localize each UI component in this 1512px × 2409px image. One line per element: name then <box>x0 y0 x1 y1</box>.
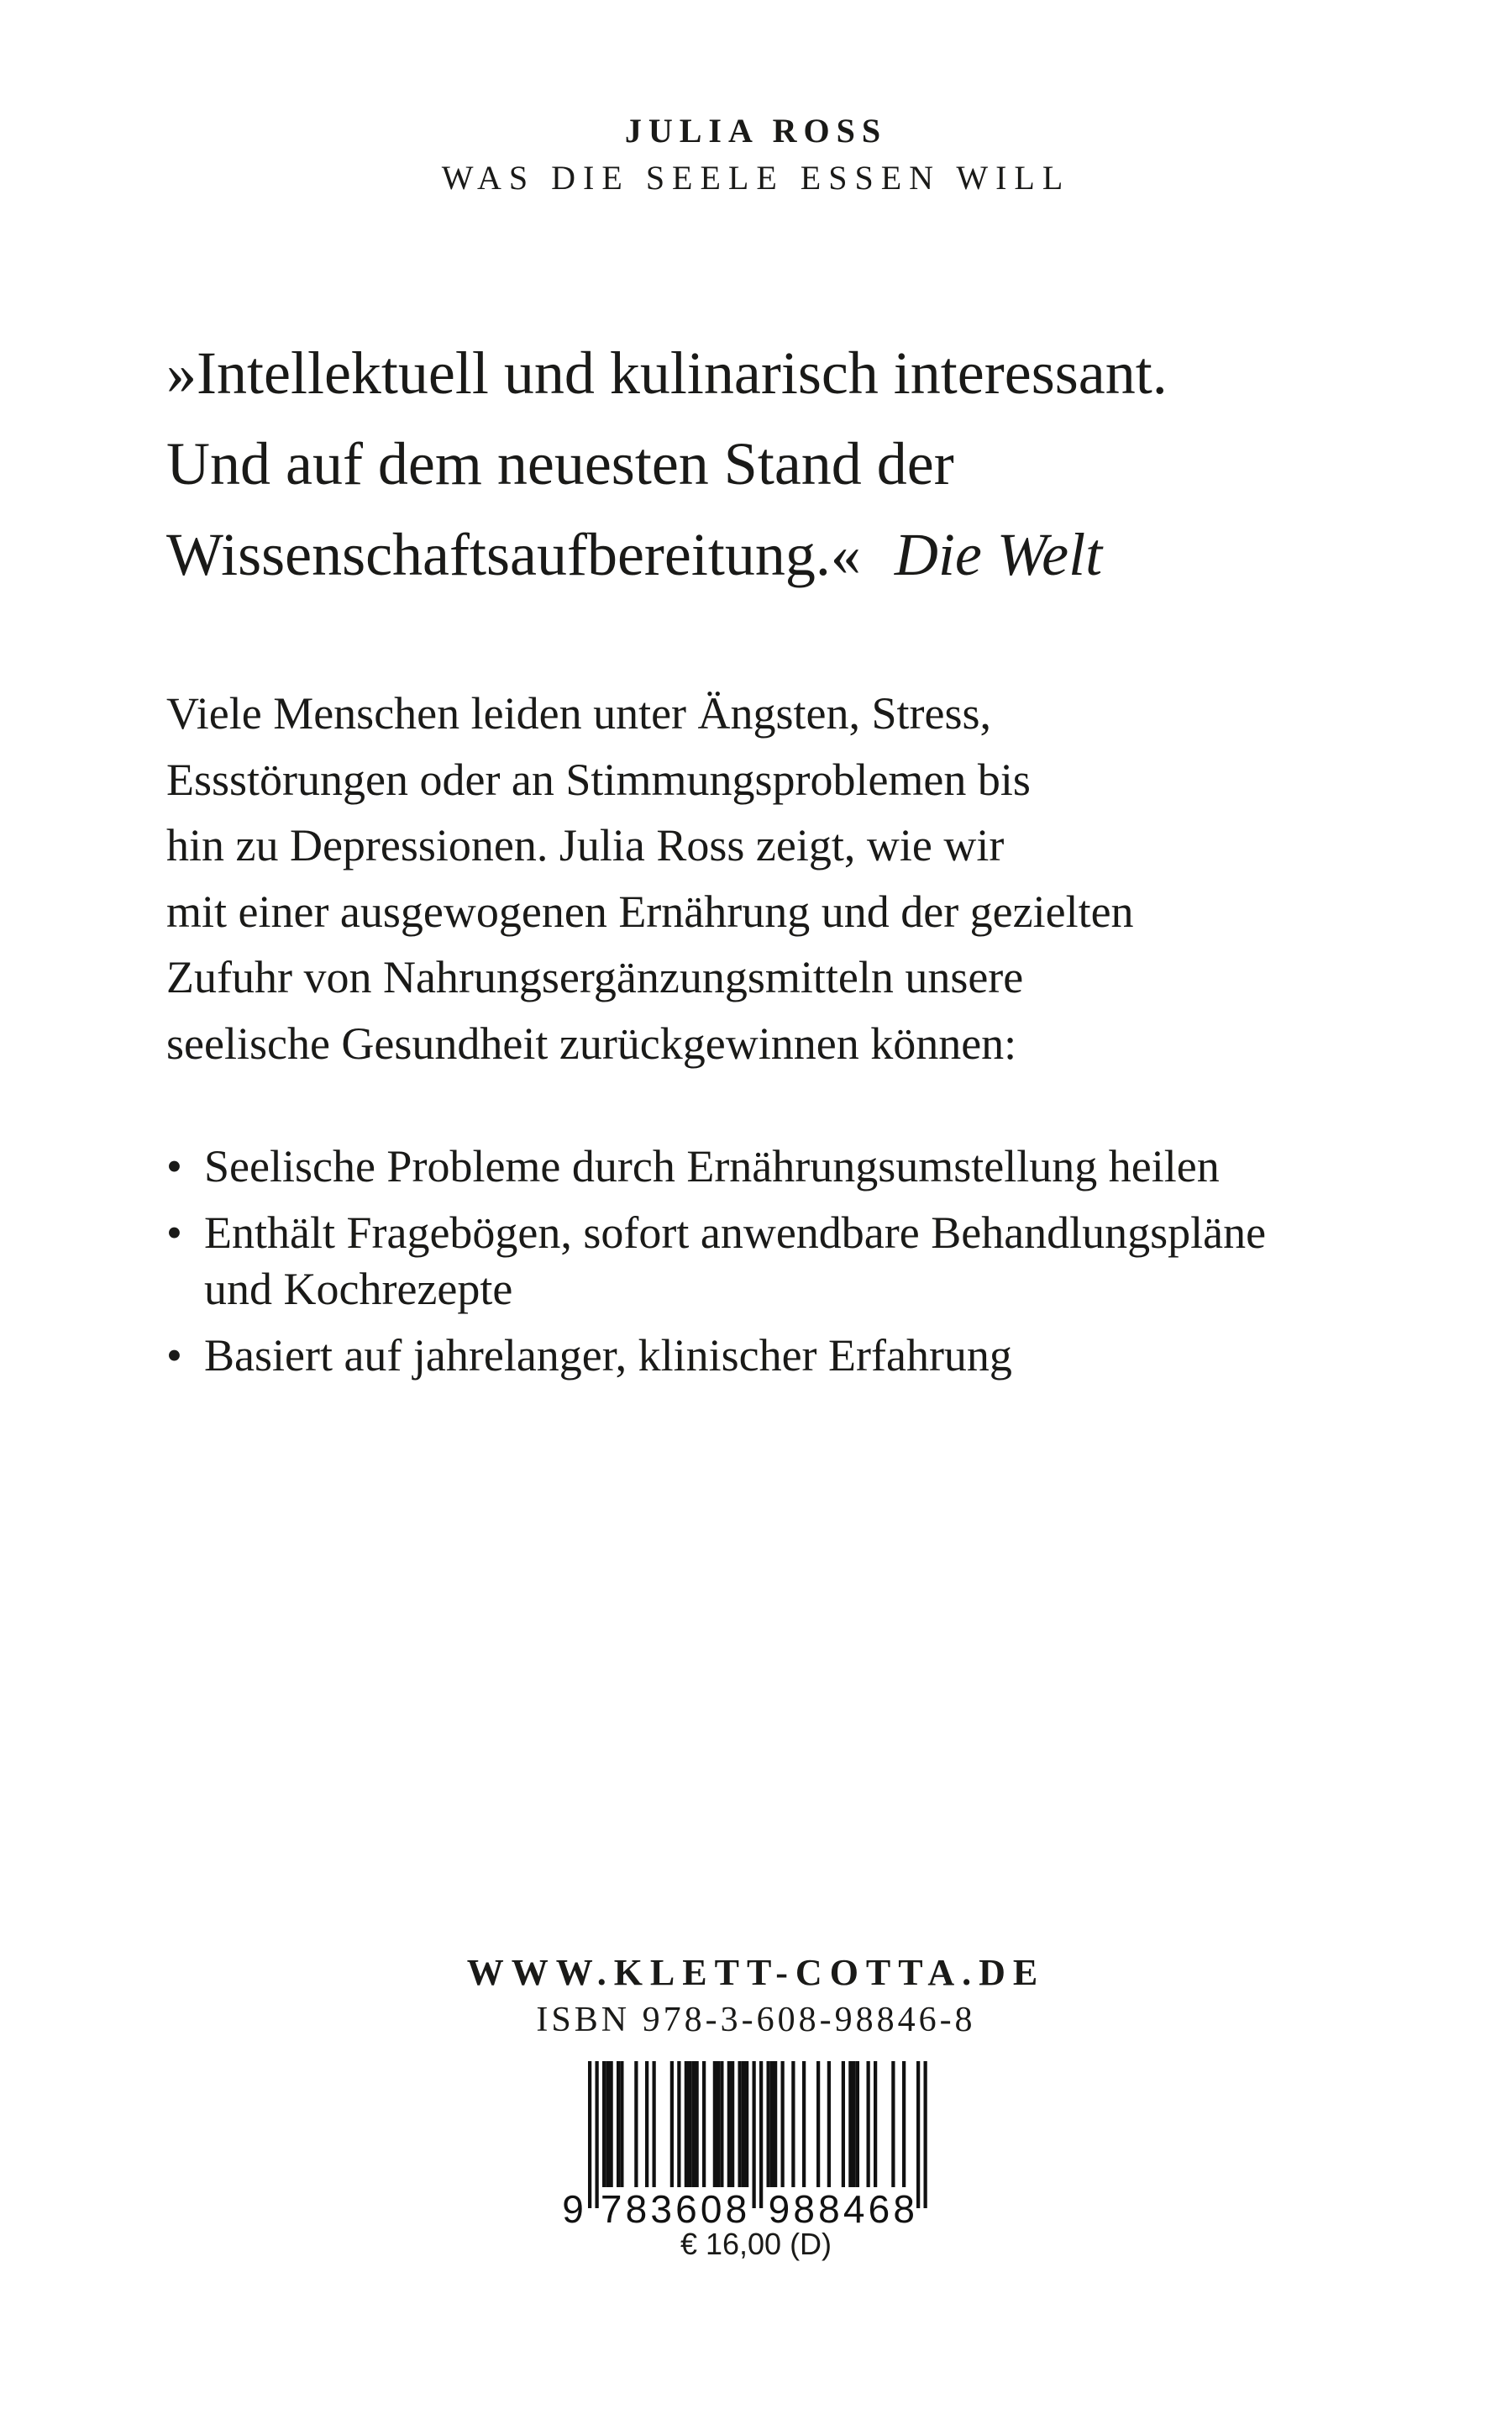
list-item <box>166 1328 1384 1384</box>
list-item <box>166 1139 1384 1195</box>
description-line: Essstörungen oder an Stimmungsproblemen bis <box>166 754 1031 805</box>
barcode-bar <box>848 2061 852 2187</box>
barcode-bar <box>916 2061 920 2208</box>
quote-line: »Intellektuell und kulinarisch interessant. <box>166 339 1168 407</box>
barcode-bar <box>902 2061 906 2187</box>
barcode-digit: 8 <box>818 2187 840 2229</box>
description-line: mit einer ausgewogenen Ernährung und der gezielten <box>166 886 1134 937</box>
feature-list <box>166 1139 1384 1394</box>
barcode-digit: 9 <box>562 2187 584 2229</box>
barcode-bar <box>767 2061 770 2187</box>
barcode <box>554 2061 958 2229</box>
barcode-bar <box>791 2061 795 2187</box>
barcode-digit: 8 <box>625 2187 648 2229</box>
author-name: JULIA ROSS <box>624 112 888 150</box>
barcode-bar <box>770 2061 774 2187</box>
barcode-bar <box>606 2061 609 2187</box>
quote-line: Und auf dem neuesten Stand der <box>166 430 954 497</box>
barcode-bar <box>738 2061 742 2187</box>
barcode-bar <box>853 2061 856 2187</box>
barcode-bar <box>670 2061 674 2187</box>
barcode-bar <box>774 2061 777 2187</box>
barcode-bar <box>717 2061 720 2187</box>
barcode-bar <box>842 2061 845 2187</box>
barcode-bar <box>653 2061 656 2187</box>
barcode-digit: 0 <box>700 2187 722 2229</box>
barcode-bar <box>856 2061 859 2187</box>
description-line: Zufuhr von Nahrungsergänzungsmitteln unsere <box>166 952 1024 1002</box>
barcode-bar <box>781 2061 785 2187</box>
barcode-bar <box>620 2061 623 2187</box>
isbn: ISBN 978-3-608-98846-8 <box>536 2001 976 2039</box>
barcode-digit: 6 <box>868 2187 890 2229</box>
barcode-bar <box>588 2061 591 2208</box>
barcode-bar <box>645 2061 648 2187</box>
list-item-text: Basiert auf jahrelanger, klinischer Erfahrung <box>204 1330 1012 1381</box>
description-line: hin zu Depressionen. Julia Ross zeigt, wie wir <box>166 820 1005 871</box>
barcode-bar <box>727 2061 731 2187</box>
barcode-bar <box>867 2061 870 2187</box>
book-title: WAS DIE SEELE ESSEN WILL <box>441 159 1071 197</box>
barcode-bar <box>924 2061 927 2208</box>
barcode-bar <box>691 2061 695 2187</box>
barcode-bar <box>827 2061 831 2187</box>
barcode-digit: 4 <box>843 2187 865 2229</box>
barcode-bar <box>745 2061 748 2187</box>
barcode-bar <box>610 2061 613 2187</box>
barcode-bar <box>874 2061 877 2187</box>
barcode-bar <box>602 2061 606 2187</box>
barcode-digit: 8 <box>893 2187 915 2229</box>
bullet-icon: • <box>166 1141 182 1191</box>
barcode-digit: 8 <box>725 2187 748 2229</box>
price: € 16,00 (D) <box>680 2227 832 2261</box>
barcode-bar <box>802 2061 806 2187</box>
quote-last-line <box>166 509 1426 600</box>
barcode-bar <box>720 2061 723 2187</box>
list-item-text: Enthält Fragebögen, sofort anwendbare Behandlungspläne und Kochrezepte <box>204 1207 1267 1314</box>
barcode-bar <box>596 2061 599 2208</box>
quote-line: Wissenschaftsaufbereitung.« <box>166 521 861 588</box>
press-quote <box>166 328 1426 600</box>
list-item <box>166 1205 1384 1318</box>
barcode-bar <box>677 2061 680 2187</box>
barcode-bar <box>617 2061 620 2187</box>
barcode-bar <box>634 2061 638 2187</box>
bullet-icon: • <box>166 1207 182 1258</box>
description-line: Viele Menschen leiden unter Ängsten, Stress, <box>166 688 992 739</box>
barcode-bar <box>731 2061 734 2187</box>
barcode-bar <box>696 2061 699 2187</box>
barcode-digit: 8 <box>793 2187 815 2229</box>
list-item-text: Seelische Probleme durch Ernährungsumstellung heilen <box>204 1141 1220 1191</box>
barcode-digit: 3 <box>650 2187 672 2229</box>
barcode-bar <box>713 2061 717 2187</box>
publisher-website: WWW.KLETT-COTTA.DE <box>466 1952 1046 1993</box>
barcode-bar <box>891 2061 895 2187</box>
barcode-digit: 6 <box>675 2187 697 2229</box>
barcode-bar <box>702 2061 706 2187</box>
bullet-icon: • <box>166 1330 182 1381</box>
description <box>166 681 1342 1076</box>
barcode-bar <box>816 2061 820 2187</box>
barcode-digit: 7 <box>600 2187 622 2229</box>
barcode-bar <box>742 2061 745 2187</box>
barcode-bar <box>685 2061 688 2187</box>
barcode-digit: 9 <box>768 2187 790 2229</box>
barcode-bar <box>688 2061 691 2187</box>
barcode-bar <box>753 2061 756 2208</box>
description-line: seelische Gesundheit zurückgewinnen können: <box>166 1018 1017 1069</box>
quote-source: Die Welt <box>894 521 1103 588</box>
barcode-bar <box>759 2061 763 2208</box>
